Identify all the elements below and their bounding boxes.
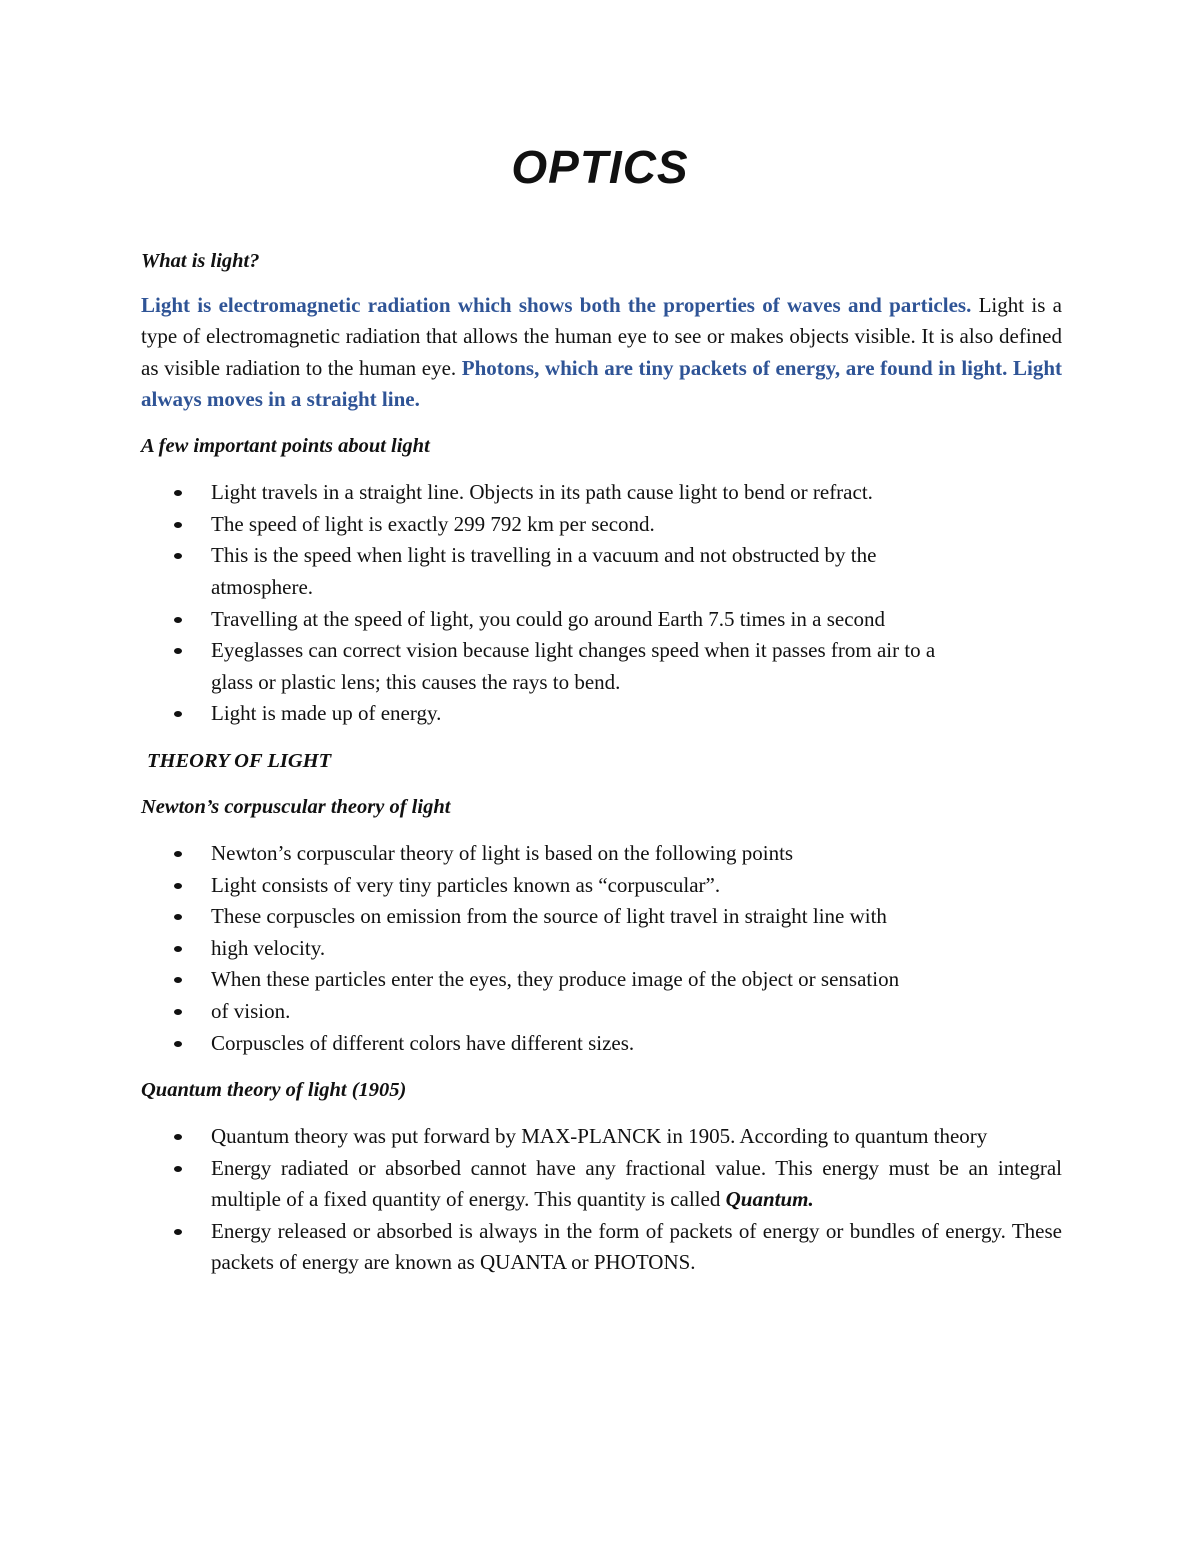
heading-quantum-theory: Quantum theory of light (1905): [141, 1079, 407, 1102]
bullet-icon: [174, 522, 182, 528]
quantum-points-list: [141, 1121, 1062, 1279]
list-item: Newton’s corpuscular theory of light is based on the following points: [141, 838, 961, 870]
bullet-icon: [174, 977, 182, 983]
bullet-icon: [174, 648, 182, 654]
intro-paragraph: [141, 290, 1062, 415]
list-item: Energy released or absorbed is always in the form of packets of energy or bundles of energy. These packets of energy are known as QUANTA or PHOTONS.: [141, 1216, 1062, 1279]
list-item: Light travels in a straight line. Objects in its path cause light to bend or refract.: [141, 477, 961, 509]
list-item: Light is made up of energy.: [141, 698, 961, 730]
list-item: of vision.: [141, 996, 961, 1028]
list-item: Corpuscles of different colors have different sizes.: [141, 1028, 961, 1060]
bullet-icon: [174, 914, 182, 920]
important-points-list: [141, 477, 961, 730]
bullet-icon: [174, 617, 182, 623]
list-item: Quantum theory was put forward by MAX-PLANCK in 1905. According to quantum theory: [141, 1121, 1062, 1153]
intro-blue-photons: Photons, which are tiny packets of energy, are found in light. Light always moves in a straight line.: [141, 355, 1063, 411]
list-item: Eyeglasses can correct vision because light changes speed when it passes from air to a glass or plastic lens; this causes the rays to bend.: [141, 635, 961, 698]
heading-important-points: A few important points about light: [141, 435, 430, 458]
bullet-icon: [174, 711, 182, 717]
bullet-icon: [174, 946, 182, 952]
list-item: Light consists of very tiny particles known as “corpuscular”.: [141, 870, 961, 902]
heading-what-is-light: What is light?: [141, 250, 260, 272]
list-item: This is the speed when light is travelling in a vacuum and not obstructed by the atmosphere.: [141, 540, 961, 603]
newton-points-list: [141, 838, 961, 1059]
bullet-icon: [174, 553, 182, 559]
bullet-icon: [174, 1134, 182, 1140]
bullet-icon: [174, 1041, 182, 1047]
list-item: The speed of light is exactly 299 792 km per second.: [141, 509, 961, 541]
list-item: These corpuscles on emission from the source of light travel in straight line with: [141, 901, 961, 933]
list-item: high velocity.: [141, 933, 961, 965]
list-item: When these particles enter the eyes, they produce image of the object or sensation: [141, 964, 961, 996]
list-item: Energy radiated or absorbed cannot have any fractional value. This energy must be an integral multiple of a fixed quantity of energy. This quantity is called Quantum.: [141, 1153, 1062, 1216]
intro-blue-sentence: Light is electromagnetic radiation which shows both the properties of waves and particles.: [141, 293, 972, 317]
bullet-icon: [174, 883, 182, 889]
bullet-icon: [174, 1166, 182, 1172]
page-title: OPTICS: [511, 141, 689, 193]
bullet-icon: [174, 1229, 182, 1235]
document-body: [141, 246, 1062, 1279]
bullet-icon: [174, 1009, 182, 1015]
heading-theory-of-light: THEORY OF LIGHT: [147, 749, 332, 772]
heading-newton-theory: Newton’s corpuscular theory of light: [141, 795, 451, 818]
bullet-icon: [174, 851, 182, 857]
list-item: Travelling at the speed of light, you could go around Earth 7.5 times in a second: [141, 604, 961, 636]
intro-plain-text: Light is a type of electromagnetic radiation that allows the human eye to see or makes objects visible. It is also defined as visible radiation to the human eye.: [141, 293, 1062, 380]
bullet-icon: [174, 490, 182, 496]
quantum-term: Quantum.: [725, 1187, 814, 1212]
